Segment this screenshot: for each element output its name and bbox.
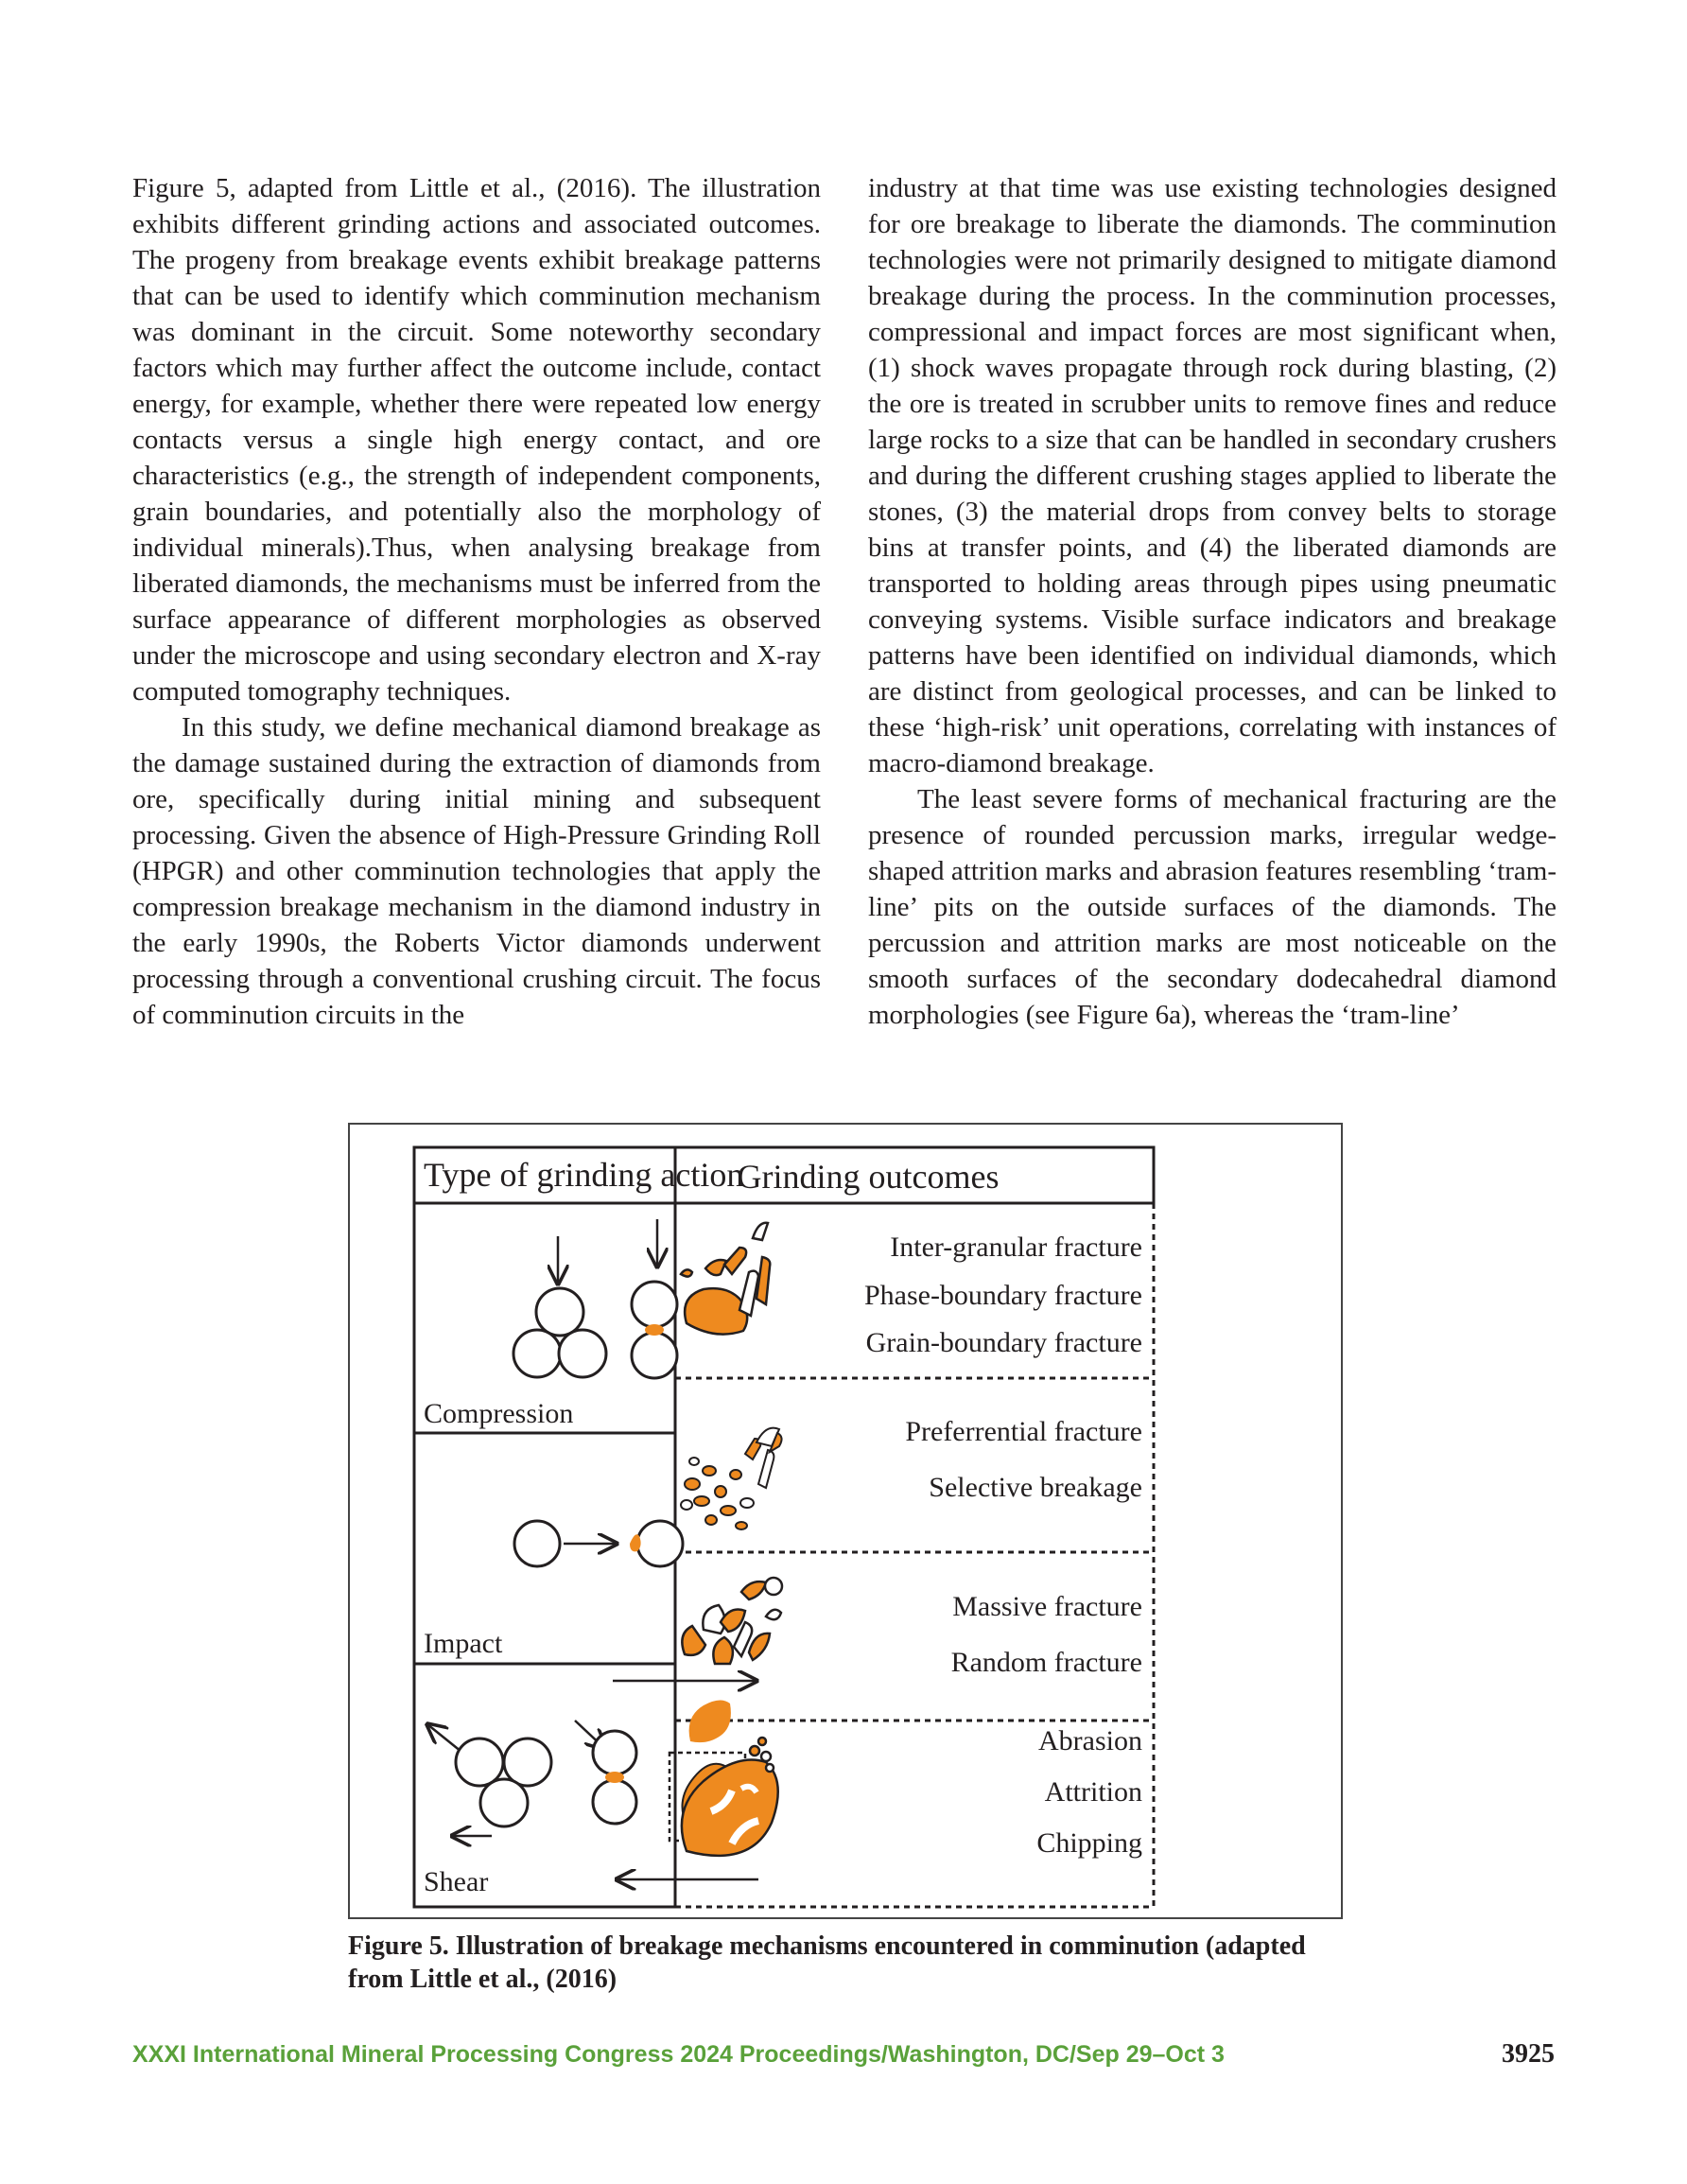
figure-5 [348, 1123, 1343, 1919]
action-impact: Impact [424, 1628, 503, 1659]
figure-caption: Figure 5. Illustration of breakage mechanisms encountered in comminution (adapted from Little et al., (2016) [348, 1931, 1306, 1994]
outcome-fragments-2 [681, 1428, 782, 1529]
outcome-fragments-3 [682, 1578, 782, 1664]
paragraph: Figure 5, adapted from Little et al., (2016). The illustration exhibits different grinding actions and associated outcomes. The progeny from breakage events exhibit breakage patterns that can be used to identify which comminution mechanism was dominant in the circuit. Some noteworthy secondary factors which may further affect the outcome include, contact energy, for example, whether there were repeated low energy contacts versus a single high energy contact, and ore characteristics (e.g., the strength of independent components, grain boundaries, and potentially also the morphology of individual minerals).Thus, when analysing breakage from liberated diamonds, the mechanisms must be inferred from the surface appearance of different morphologies as observed under the microscope and using secondary electron and X-ray computed tomography techniques. [132, 173, 821, 707]
paragraph: industry at that time was use existing technologies designed for ore breakage to liberate the diamonds. The comminution technologies were not primarily designed to mitigate diamond breakage during the process. In the comminution processes, compressional and impact forces are most significant when, (1) shock waves propagate through rock during blasting, (2) the ore is treated in scrubber units to remove fines and reduce large rocks to a size that can be handled in secondary crushers and during the different crushing stages applied to liberate the stones, (3) the material drops from convey belts to storage bins at transfer points, and (4) the liberated diamonds are transported to holding areas through pipes using pneumatic conveying systems. Visible surface indicators and breakage patterns have been identified on individual diamonds, which are distinct from geological processes, and can be linked to these ‘high-risk’ unit operations, correlating with instances of macro-diamond breakage. [868, 173, 1557, 778]
compression-diagram [513, 1219, 677, 1378]
body-column-right [868, 170, 1557, 1033]
body-column-left [132, 170, 821, 1033]
header-action: Type of grinding action [424, 1156, 744, 1194]
footer-conference: XXXI International Mineral Processing Congress 2024 Proceedings/Washington, DC/Sep 29–Oct 3 [132, 2041, 1225, 2068]
outcome-chipping: Chipping [1036, 1827, 1142, 1859]
header-outcome: Grinding outcomes [737, 1158, 1000, 1196]
paragraph: In this study, we define mechanical diamond breakage as the damage sustained during the extraction of diamonds from ore, specifically during initial mining and subsequent processing. Given the absence of High-Pressure Grinding Roll (HPGR) and other comminution technologies that apply the compression breakage mechanism in the diamond industry in the early 1990s, the Roberts Victor diamonds underwent processing through a conventional crushing circuit. The focus of comminution circuits in the [132, 712, 821, 1030]
outcome-attrition: Attrition [1044, 1776, 1142, 1808]
action-compression: Compression [424, 1398, 574, 1429]
outcome-fragments-1 [681, 1223, 770, 1335]
outcome-phase-boundary: Phase-boundary fracture [863, 1280, 1142, 1311]
breakage-mechanisms-illustration [350, 1125, 1345, 1921]
paragraph: The least severe forms of mechanical fracturing are the presence of rounded percussion marks, irregular wedge-shaped attrition marks and abrasion features resembling ‘tram-line’ pits on the outside surfaces of the diamonds. The percussion and attrition marks are most noticeable on the smooth surfaces of the secondary dodecahedral diamond morphologies (see Figure 6a), whereas the ‘tram-line’ [868, 784, 1557, 1030]
outcome-preferrential: Preferrential fracture [905, 1416, 1142, 1447]
page-number: 3925 [1502, 2039, 1555, 2069]
outcome-inter-granular: Inter-granular fracture [890, 1232, 1142, 1263]
outcome-abrasion: Abrasion [1038, 1725, 1142, 1756]
outcome-selective: Selective breakage [929, 1472, 1142, 1503]
outcome-fragments-4 [682, 1738, 778, 1856]
outcome-random: Random fracture [950, 1647, 1142, 1678]
outcome-grain-boundary: Grain-boundary fracture [865, 1327, 1142, 1358]
outcome-massive: Massive fracture [952, 1591, 1142, 1622]
action-shear: Shear [424, 1866, 489, 1897]
impact-diagram [514, 1521, 683, 1566]
